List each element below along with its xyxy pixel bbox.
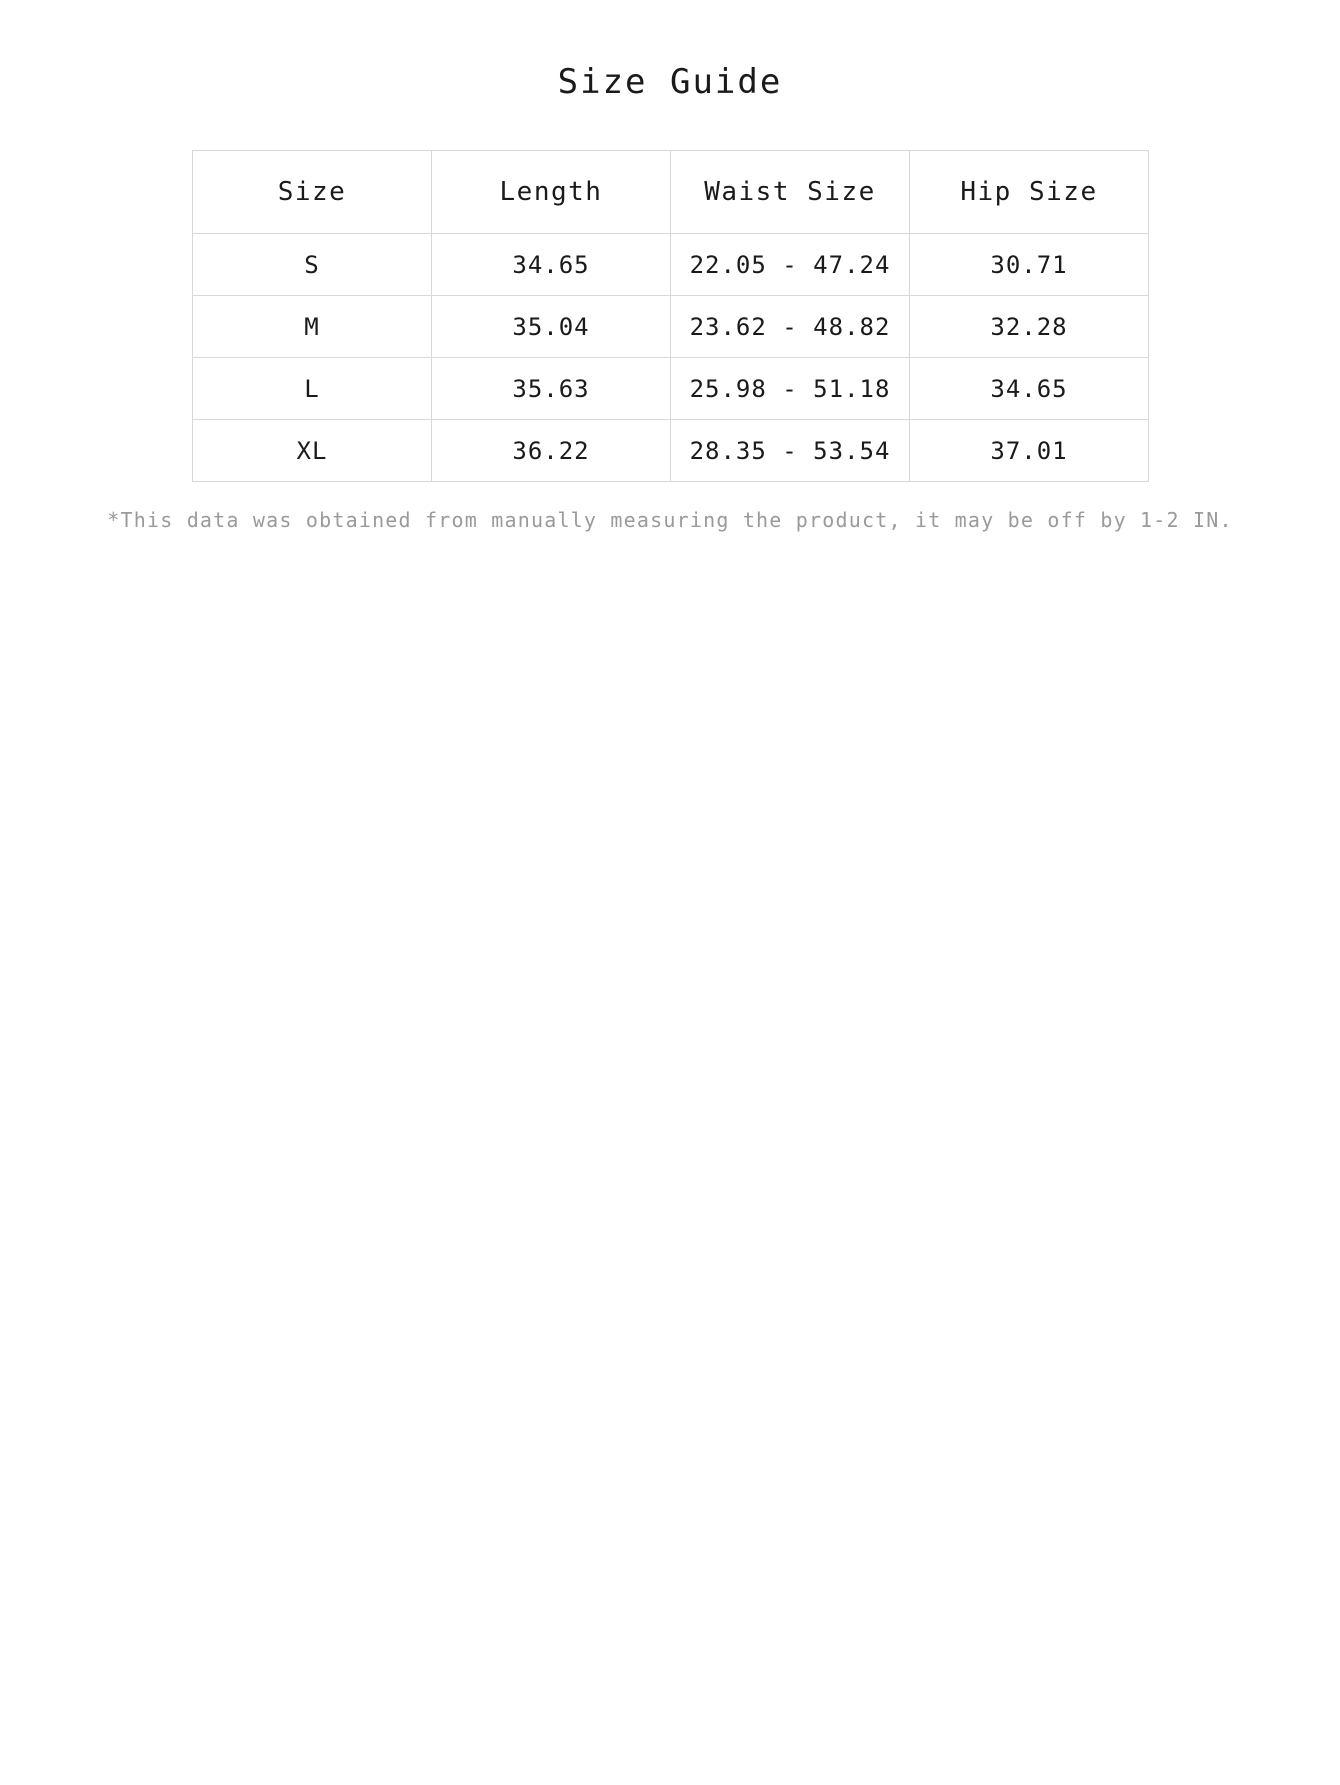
cell-size: S bbox=[193, 234, 432, 296]
measurement-disclaimer: *This data was obtained from manually measuring the product, it may be off by 1-2 IN. bbox=[107, 508, 1233, 532]
cell-length: 36.22 bbox=[432, 420, 671, 482]
cell-waist: 22.05 - 47.24 bbox=[671, 234, 910, 296]
cell-waist: 25.98 - 51.18 bbox=[671, 358, 910, 420]
table-row bbox=[193, 358, 1149, 420]
column-header-length: Length bbox=[432, 151, 671, 234]
cell-waist: 28.35 - 53.54 bbox=[671, 420, 910, 482]
cell-size: M bbox=[193, 296, 432, 358]
cell-size: XL bbox=[193, 420, 432, 482]
table-row bbox=[193, 234, 1149, 296]
cell-length: 35.63 bbox=[432, 358, 671, 420]
cell-hip: 32.28 bbox=[910, 296, 1149, 358]
cell-hip: 30.71 bbox=[910, 234, 1149, 296]
column-header-waist-size: Waist Size bbox=[671, 151, 910, 234]
table-header-row bbox=[193, 151, 1149, 234]
table-row bbox=[193, 296, 1149, 358]
cell-hip: 34.65 bbox=[910, 358, 1149, 420]
size-guide-table bbox=[192, 150, 1149, 482]
size-table-container bbox=[192, 102, 1148, 482]
table-row bbox=[193, 420, 1149, 482]
cell-size: L bbox=[193, 358, 432, 420]
page-title: Size Guide bbox=[557, 62, 783, 102]
cell-waist: 23.62 - 48.82 bbox=[671, 296, 910, 358]
column-header-hip-size: Hip Size bbox=[910, 151, 1149, 234]
cell-length: 35.04 bbox=[432, 296, 671, 358]
column-header-size: Size bbox=[193, 151, 432, 234]
cell-hip: 37.01 bbox=[910, 420, 1149, 482]
cell-length: 34.65 bbox=[432, 234, 671, 296]
